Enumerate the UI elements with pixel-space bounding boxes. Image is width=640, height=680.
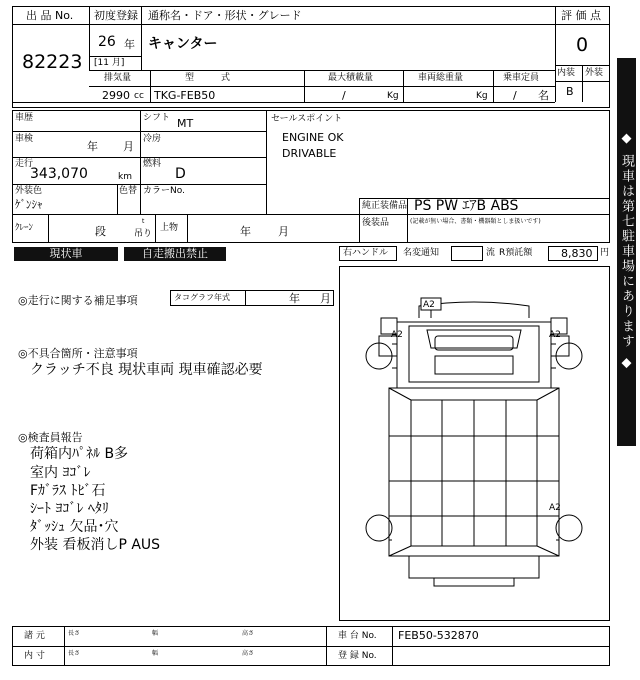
shift-value: MT — [177, 117, 194, 130]
inspector-line-3: Fｶﾞﾗｽ ﾄﾋﾞ石 — [30, 483, 106, 499]
jobutsu-label: 上物 — [160, 223, 179, 233]
model-code: TKG-FEB50 — [154, 89, 216, 102]
footer-naisun: 内 寸 — [24, 651, 45, 661]
inspector-title: ◎検査員報告 — [18, 431, 83, 444]
color-label: 外装色 — [15, 186, 43, 196]
color-change-label: 色替 — [119, 186, 138, 196]
shift-label: シフト — [143, 113, 171, 123]
displacement-label: 排気量 — [104, 73, 132, 83]
capacity-label: 乗車定員 — [503, 73, 540, 83]
tacho-year: 年 — [289, 292, 300, 305]
chassis-label: 車 台 No. — [338, 631, 377, 641]
tacho-label: タコグラフ年式 — [174, 293, 230, 302]
lot-number: 82223 — [22, 51, 83, 73]
max-load-label: 最大積載量 — [328, 73, 374, 83]
reg-year-unit: 年 — [124, 38, 135, 51]
max-load-slash: / — [342, 89, 346, 102]
history-label: 車歴 — [15, 113, 34, 123]
gross-weight-label: 車両総重量 — [418, 73, 464, 83]
inspection-year-unit: 年 — [87, 140, 98, 153]
damage-mark-rear-right: A2 — [549, 503, 561, 513]
interior-grade: B — [566, 85, 574, 98]
yen-unit: 円 — [600, 248, 610, 258]
mileage-value: 343,070 — [30, 166, 88, 182]
kg-unit-2: Kg — [476, 91, 488, 101]
footer-width-2: 幅 — [152, 650, 159, 657]
sales-point-label: セールスポイント — [271, 114, 343, 124]
reg-year: 26 — [98, 34, 116, 50]
defect-text: クラッチ不良 現状車両 現車確認必要 — [30, 362, 263, 378]
interior-label: 内装 — [557, 68, 576, 78]
inspection-label: 車検 — [15, 134, 34, 144]
aftermarket-label: 後装品 — [362, 218, 390, 228]
equipment-label: 純正装備品 — [362, 201, 408, 211]
chassis-value: FEB50-532870 — [398, 629, 479, 642]
r-deposit-value: 8,830 — [561, 247, 593, 260]
name-label: 通称名・ドア・形状・グレード — [148, 9, 302, 22]
equipment-value: PS PW ｴｱB ABS — [414, 198, 519, 214]
cc-unit: cc — [134, 91, 144, 101]
defect-title: ◎不具合箇所・注意事項 — [18, 347, 138, 360]
footer-shogen: 諸 元 — [24, 631, 45, 641]
r-deposit-label: R預託額 — [499, 248, 533, 258]
km-unit: km — [118, 172, 132, 182]
inspection-month-unit: 月 — [123, 140, 134, 153]
ryu-mark: 流 — [486, 248, 496, 258]
inspector-line-2: 室内 ﾖｺﾞﾚ — [30, 465, 91, 481]
registration-label: 登 録 No. — [338, 651, 377, 661]
damage-mark-left: A2 — [391, 330, 403, 340]
sales-point-line-2: DRIVABLE — [282, 147, 337, 160]
score-value: 0 — [576, 34, 589, 56]
reg-month: [11 月] — [94, 58, 125, 68]
displacement-value: 2990 — [102, 89, 130, 102]
kg-unit-1: Kg — [387, 91, 399, 101]
score-label: 評 価 点 — [561, 9, 601, 22]
ac-label: 冷房 — [143, 134, 162, 144]
jiso-badge: 自走搬出禁止 — [124, 247, 226, 261]
damage-mark-front: A2 — [423, 300, 435, 310]
capacity-slash: / — [513, 89, 517, 102]
fuel-label: 燃料 — [143, 159, 162, 169]
crane-tsuri: 吊り — [134, 229, 153, 239]
crane-ton: t — [142, 218, 145, 225]
footer-length-1: 長さ — [68, 630, 81, 637]
crane-dan: 段 — [95, 225, 106, 238]
sales-point-line-1: ENGINE OK — [282, 131, 344, 144]
fuel-value: D — [175, 166, 186, 182]
handle-text: 右ハンドル — [343, 248, 389, 258]
name-change-box — [451, 246, 483, 261]
inspector-line-1: 荷箱内ﾊﾟﾈﾙ B多 — [30, 446, 129, 462]
capacity-unit: 名 — [538, 89, 549, 102]
aftermarket-note: (記載が無い場合、書類・機器類としま扱いです) — [410, 218, 541, 225]
model-name: キャンター — [148, 36, 218, 52]
name-change-label: 名変通知 — [403, 248, 440, 258]
first-reg-label: 初度登録 — [94, 9, 138, 22]
color-no-label: カラーNo. — [143, 186, 185, 196]
exterior-label: 外装 — [585, 68, 604, 78]
genjo-badge: 現状車 — [14, 247, 118, 261]
footer-width-1: 幅 — [152, 630, 159, 637]
crane-label: ｸﾚｰﾝ — [15, 223, 34, 233]
type-label: 型 式 — [185, 73, 231, 83]
truck-diagram — [339, 266, 610, 621]
tacho-month: 月 — [320, 292, 331, 305]
inspector-line-5: ﾀﾞｯｼｭ 欠品･穴 — [30, 519, 119, 535]
footer-height-2: 高さ — [242, 650, 255, 657]
location-banner: ◆ 現車は第七駐車場にあります ◆ — [617, 58, 636, 446]
lot-label: 出 品 No. — [26, 9, 74, 22]
footer-height-1: 高さ — [242, 630, 255, 637]
mileage-label: 走行 — [15, 159, 34, 169]
color-value: ｹﾞﾝｼｬ — [15, 198, 43, 211]
driving-notes-title: ◎走行に関する補足事項 — [18, 294, 138, 307]
jobutsu-month: 月 — [278, 225, 289, 238]
inspector-line-4: ｼｰﾄ ﾖｺﾞﾚ ﾍﾀﾘ — [30, 501, 109, 517]
jobutsu-year: 年 — [240, 225, 251, 238]
damage-mark-right: A2 — [549, 330, 561, 340]
footer-length-2: 長さ — [68, 650, 81, 657]
inspector-line-6: 外装 看板消しP AUS — [30, 537, 161, 553]
